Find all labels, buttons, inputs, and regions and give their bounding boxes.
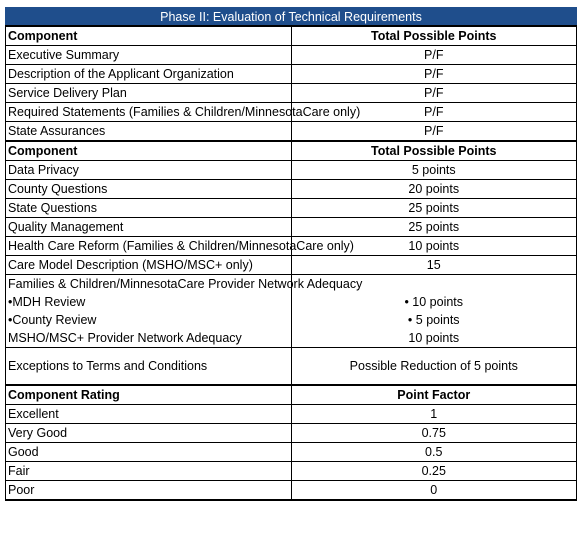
table-row [6,218,577,237]
table-row [6,481,577,501]
exceptions-value: Possible Reduction of 5 points [291,348,577,386]
table-row [6,256,577,275]
rating-cell: Poor [6,481,292,501]
table-row [6,65,577,84]
component-cell: State Questions [6,199,292,218]
component-cell: Care Model Description (MSHO/MSC+ only) [6,256,292,275]
column-header-component: Component [6,26,292,46]
rating-cell: Fair [6,462,292,481]
component-cell: Data Privacy [6,161,292,180]
evaluation-table [5,7,577,501]
points-cell: 10 points [291,237,577,256]
column-header-points: Total Possible Points [291,26,577,46]
table-row [6,443,577,462]
section2-header-row [6,141,577,161]
network-item-label: MSHO/MSC+ Provider Network Adequacy [6,329,292,348]
factor-cell: 0.5 [291,443,577,462]
section3-header-row [6,385,577,405]
table-row [6,199,577,218]
points-cell: 25 points [291,218,577,237]
table-row [6,424,577,443]
network-item-points: • 10 points [291,293,577,311]
rating-cell: Very Good [6,424,292,443]
factor-cell: 0 [291,481,577,501]
network-item-row [6,329,577,348]
network-item-label: •MDH Review [6,293,292,311]
network-item-row [6,293,577,311]
factor-cell: 1 [291,405,577,424]
component-cell: Health Care Reform (Families & Children/MinnesotaCare only) [6,237,292,256]
network-heading-row [6,275,577,294]
component-cell: Description of the Applicant Organization [6,65,292,84]
table-row [6,122,577,142]
points-cell: P/F [291,122,577,142]
component-cell: Required Statements (Families & Children/MinnesotaCare only) [6,103,292,122]
table-title-row [6,8,577,27]
network-item-row [6,311,577,329]
points-cell: P/F [291,65,577,84]
column-header-factor: Point Factor [291,385,577,405]
factor-cell: 0.75 [291,424,577,443]
evaluation-table-container [5,7,577,501]
column-header-rating: Component Rating [6,385,292,405]
points-cell: P/F [291,103,577,122]
table-row [6,462,577,481]
factor-cell: 0.25 [291,462,577,481]
points-cell: 15 [291,256,577,275]
column-header-points: Total Possible Points [291,141,577,161]
component-cell: Executive Summary [6,46,292,65]
table-row [6,180,577,199]
points-cell: 5 points [291,161,577,180]
network-item-points: • 5 points [291,311,577,329]
section1-header-row [6,26,577,46]
table-title: Phase II: Evaluation of Technical Requirements [6,8,577,27]
table-row [6,46,577,65]
column-header-component: Component [6,141,292,161]
network-item-label: •County Review [6,311,292,329]
table-row [6,161,577,180]
table-row [6,103,577,122]
component-cell: State Assurances [6,122,292,142]
rating-cell: Good [6,443,292,462]
exceptions-label: Exceptions to Terms and Conditions [6,348,292,386]
points-cell: P/F [291,46,577,65]
exceptions-row [6,348,577,386]
network-heading: Families & Children/MinnesotaCare Provider Network Adequacy [6,275,292,294]
component-cell: Quality Management [6,218,292,237]
table-row [6,405,577,424]
component-cell: County Questions [6,180,292,199]
component-cell: Service Delivery Plan [6,84,292,103]
points-cell: P/F [291,84,577,103]
table-row [6,237,577,256]
network-item-points: 10 points [291,329,577,348]
points-cell: 25 points [291,199,577,218]
points-cell: 20 points [291,180,577,199]
table-row [6,84,577,103]
rating-cell: Excellent [6,405,292,424]
